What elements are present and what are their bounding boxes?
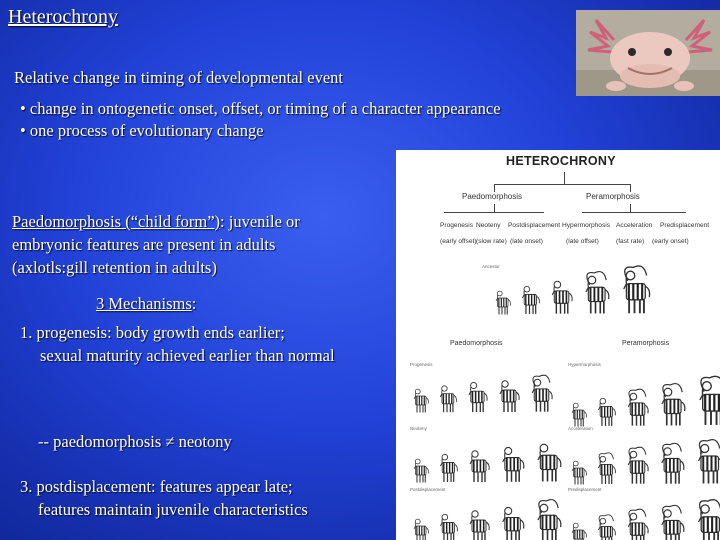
leaf-predisplacement-sub: (early onset): [652, 238, 689, 245]
tree-line: [582, 212, 686, 213]
creature-illustration: [692, 436, 720, 486]
creature-illustration: [497, 500, 526, 540]
creature-illustration: [518, 280, 541, 316]
branch-peramorphosis: Peramorphosis: [586, 192, 640, 201]
creature-illustration: [594, 450, 617, 486]
paedo-neotony-note: -- paedomorphosis ≠ neotony: [38, 432, 232, 451]
definition-text: Relative change in timing of developmental event: [14, 68, 343, 87]
panel-paedomorphosis: Paedomorphosis: [450, 340, 503, 347]
creature-illustration: [492, 286, 512, 316]
creature-illustration: [532, 496, 563, 540]
figure-title: HETEROCHRONY: [506, 154, 616, 168]
creature-illustration: [547, 274, 574, 316]
mechanism-1-line-1: 1. progenesis: body growth ends earlier;: [20, 323, 285, 342]
mechanisms-colon: :: [191, 294, 197, 313]
row-progenesis: [410, 372, 554, 414]
leaf-predisplacement: Predisplacement: [660, 222, 710, 229]
leaf-acceleration-sub: (fast rate): [616, 238, 645, 245]
row-postdisplacement: [410, 496, 563, 540]
creature-illustration: [594, 392, 617, 428]
creature-illustration: [623, 386, 650, 428]
mechanism-3-line-1: 3. postdisplacement: features appear late;: [20, 477, 293, 496]
leaf-hypermorphosis: Hypermorphosis: [562, 222, 611, 229]
creature-illustration: [623, 444, 650, 486]
tree-line: [494, 204, 495, 212]
creature-illustration: [568, 518, 588, 540]
creature-illustration: [410, 454, 430, 484]
paedo-line-2: embryonic features are present in adults: [12, 235, 276, 254]
leaf-hypermorphosis-sub: (late offset): [566, 238, 599, 245]
row-label-progenesis: Progenesis: [410, 362, 433, 367]
bullet-2-text: one process of evolutionary change: [29, 121, 264, 140]
creature-illustration: [692, 496, 720, 540]
ancestor-row: [492, 262, 652, 316]
creature-illustration: [410, 384, 430, 414]
tree-line: [564, 172, 565, 184]
creature-illustration: [568, 456, 588, 486]
paedo-line-1: [12, 210, 300, 233]
axolotl-photo: [576, 10, 720, 96]
creature-illustration: [617, 262, 652, 316]
creature-illustration: [568, 398, 588, 428]
mechanism-3-line-2: features maintain juvenile characteristics: [38, 500, 308, 519]
tree-line: [630, 184, 631, 192]
tree-line: [630, 204, 631, 212]
row-label-acceleration: Acceleration: [568, 426, 593, 431]
creature-illustration: [465, 444, 491, 484]
creature-illustration: [656, 440, 686, 486]
leaf-neoteny: Neoteny: [476, 222, 501, 229]
row-predisplacement: [568, 496, 720, 540]
tree-line: [494, 184, 630, 185]
creature-illustration: [465, 504, 491, 540]
bullet-1-text: change in ontogenetic onset, offset, or timing of a character appearance: [29, 99, 501, 118]
creature-illustration: [410, 514, 430, 540]
creature-illustration: [436, 448, 459, 484]
panel-peramorphosis: Peramorphosis: [622, 340, 670, 347]
row-label-neoteny: Neoteny: [410, 426, 427, 431]
leaf-postdisplacement: Postdisplacement: [508, 222, 561, 229]
heterochrony-figure: [396, 150, 720, 540]
mechanisms-heading-text: 3 Mechanisms: [96, 294, 192, 313]
creature-illustration: [532, 436, 563, 484]
creature-illustration: [497, 440, 526, 484]
branch-paedomorphosis: Paedomorphosis: [462, 192, 523, 201]
creature-illustration: [527, 372, 554, 414]
creature-illustration: [693, 372, 720, 428]
creature-illustration: [436, 380, 458, 414]
creature-illustration: [436, 508, 459, 540]
leaf-acceleration: Acceleration: [616, 222, 653, 229]
leaf-neoteny-sub: (slow rate): [476, 238, 507, 245]
leaf-progenesis: Progenesis: [440, 222, 473, 229]
bullet-1: • change in ontogenetic onset, offset, or timing of a character appearance: [20, 99, 501, 118]
tree-line: [444, 212, 544, 213]
row-label-postdisplacement: Postdisplacement: [410, 487, 446, 492]
creature-illustration: [464, 376, 489, 414]
row-hypermorphosis: [568, 372, 720, 428]
paedo-rest: : juvenile or: [220, 212, 300, 231]
leaf-postdisplacement-sub: (late onset): [510, 238, 543, 245]
row-acceleration: [568, 436, 720, 486]
bullet-2: • one process of evolutionary change: [20, 121, 264, 140]
row-label-hypermorphosis: Hypermorphosis: [568, 362, 601, 367]
creature-illustration: [656, 502, 686, 540]
row-neoteny: [410, 436, 563, 484]
mechanism-1-line-2: sexual maturity achieved earlier than normal: [40, 346, 335, 365]
row-label-predisplacement: Predisplacement: [568, 487, 602, 492]
creature-illustration: [495, 374, 521, 414]
creature-illustration: [656, 380, 687, 428]
tree-line: [494, 184, 495, 192]
creature-illustration: [594, 512, 617, 540]
paedo-line-3: (axlotls:gill retention in adults): [12, 258, 217, 277]
creature-illustration: [580, 268, 611, 316]
ancestor-label: Ancestor: [482, 264, 500, 269]
axolotl-image: [576, 10, 720, 96]
leaf-progenesis-sub: (early offset): [440, 238, 477, 245]
slide-title: Heterochrony: [8, 6, 118, 28]
paedo-term: Paedomorphosis (“child form”): [12, 212, 221, 231]
mechanisms-heading: [96, 292, 196, 315]
creature-illustration: [623, 506, 650, 540]
